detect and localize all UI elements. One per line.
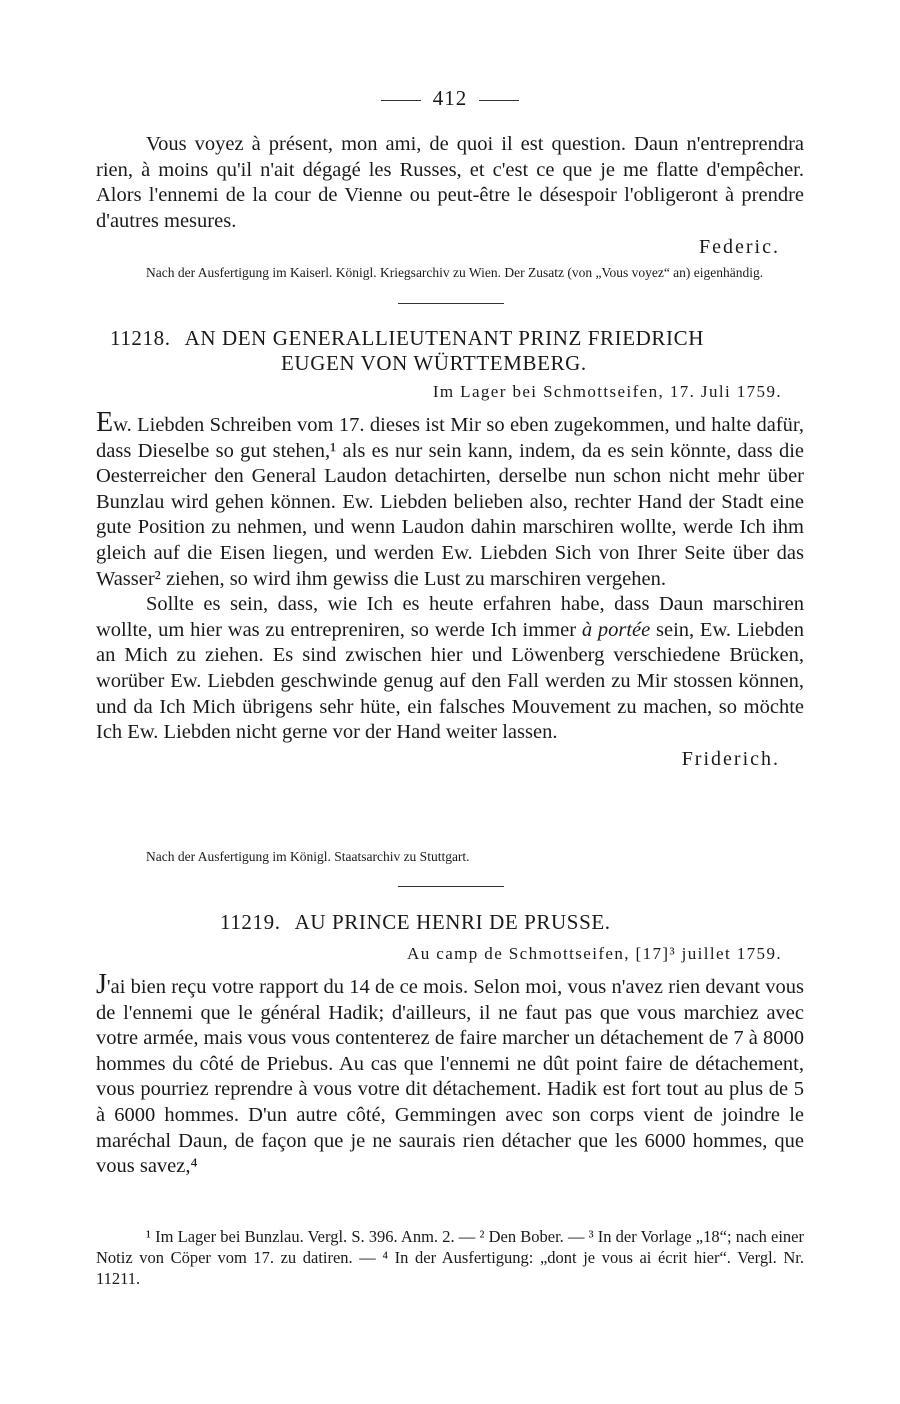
header-dash-left [381,100,421,101]
letter-continuation-text: Vous voyez à présent, mon ami, de quoi il est question. Daun n'entreprendra rien, à moins qu'il n'ait dégagé les Russes, et c'est ce que je me flatte d'empêcher. Alors l'ennemi de la cour de Vienne ou peut-être le désespoir l'obligeront à prendre d'autres mesures. [96,133,804,232]
page-number: 412 [432,86,468,110]
p2-text-after: sein, Ew. Liebden an Mich zu ziehen. Es sind zwischen hier und Löwenberg verschiedene Brücken, worüber Ew. Liebden geschwinde genug auf den Fall werden zu Mir stossen können, und da Ich Mich übrigens sehr hüte, ein falsches Mouvement zu machen, so möchte Ich Ew. Liebden nicht gerne vor der Hand weiter lassen. [96,618,804,744]
p2-text-before: Sollte es sein, dass, wie Ich es heute erfahren habe, dass Daun marschiren wollte, um hier was zu entrepreniren, so werde Ich immer [96,593,804,641]
signature-friderich: Friderich. [681,747,780,770]
source-note-1-text: Nach der Ausfertigung im Kaiserl. Königl. Kriegsarchiv zu Wien. Der Zusatz (von „Vous voyez“ an) eigenhändig. [146,265,764,280]
header-dash-right [479,100,519,101]
letter-continuation [96,132,804,259]
footnotes-text: ¹ Im Lager bei Bunzlau. Vergl. S. 396. Anm. 2. — ² Den Bober. — ³ In der Vorlage „18“; nach einer Notiz von Cöper vom 17. zu datiren. — ⁴ In der Ausfertigung: „dont je vous ai écrit hier“. Vergl. Nr. 11211. [96,1227,804,1288]
page-header [0,86,900,111]
letter-number-11218: 11218. [110,326,171,350]
dropcap-J: J [96,969,107,1000]
letter-11218-paragraph-1-text: w. Liebden Schreiben vom 17. dieses ist Mir so eben zugekommen, und halte dafür, dass Dieselbe so gut stehen,¹ als es nur sein kann, indem, da es sein könnte, dass die Oesterreicher den General Laudon detachirten, derselbe nun schon nicht mehr über Bunzlau wird gehen können. Ew. Liebden belieben also, rechter Hand der Stadt eine gute Position zu nehmen, und wenn Laudon dahin marschiren wollte, werde Ich ihm gleich auf die Eisen liegen, und werden Ew. Liebden Sich von Ihrer Seite über das Wasser² ziehen, so wird ihm gewiss die Lust zu marschiren vergehen. [96,414,804,590]
letter-11219-date: Au camp de Schmottseifen, [17]³ juillet 1759. [407,944,782,963]
footnotes [96,1226,804,1289]
signature-federic: Federic. [699,236,780,259]
source-note-1 [96,264,804,281]
a-portee-italic: à portée [581,618,651,641]
section-divider-1 [398,303,504,304]
source-note-2 [96,848,804,865]
letter-11218-paragraph-1 [96,407,804,592]
letter-11218-paragraph-2 [96,592,804,746]
letter-11219-body [96,969,804,1180]
letter-11218-heading [110,326,810,376]
letter-11219-paragraph-1-text: 'ai bien reçu votre rapport du 14 de ce mois. Selon moi, vous n'avez rien devant vous de l'ennemi que le général Hadik; d'ailleurs, il ne faut pas que vous marchiez avec votre armée, mais vous vous contenterez de faire marcher un détachement de 7 à 8000 hommes du côté de Priebus. Au cas que l'ennemi ne dût point faire de détachement, vous pourriez reprendre à vous votre dit détachement. Hadik est fort tout au plus de 5 à 6000 hommes. D'un autre côté, Gemmingen avec son corps vient de joindre le maréchal Daun, de façon que je ne saurais rien détacher que les 6000 hommes, que vous savez,⁴ [96,976,804,1178]
letter-11219-paragraph-1 [96,969,804,1180]
letter-number-11219: 11219. [220,910,281,934]
section-divider-2 [398,886,504,887]
letter-11218-date: Im Lager bei Schmottseifen, 17. Juli 1759. [432,382,782,401]
source-note-2-text: Nach der Ausfertigung im Königl. Staatsarchiv zu Stuttgart. [146,849,470,864]
letter-11218-body [96,407,804,771]
letter-11218-title-line2: EUGEN VON WÜRTTEMBERG. [281,351,587,375]
letter-11219-heading [220,910,780,935]
dropcap-E: E [96,407,114,438]
letter-11219-title: AU PRINCE HENRI DE PRUSSE. [294,910,611,934]
letter-11218-title-line1: AN DEN GENERALLIEUTENANT PRINZ FRIEDRICH [184,326,704,350]
